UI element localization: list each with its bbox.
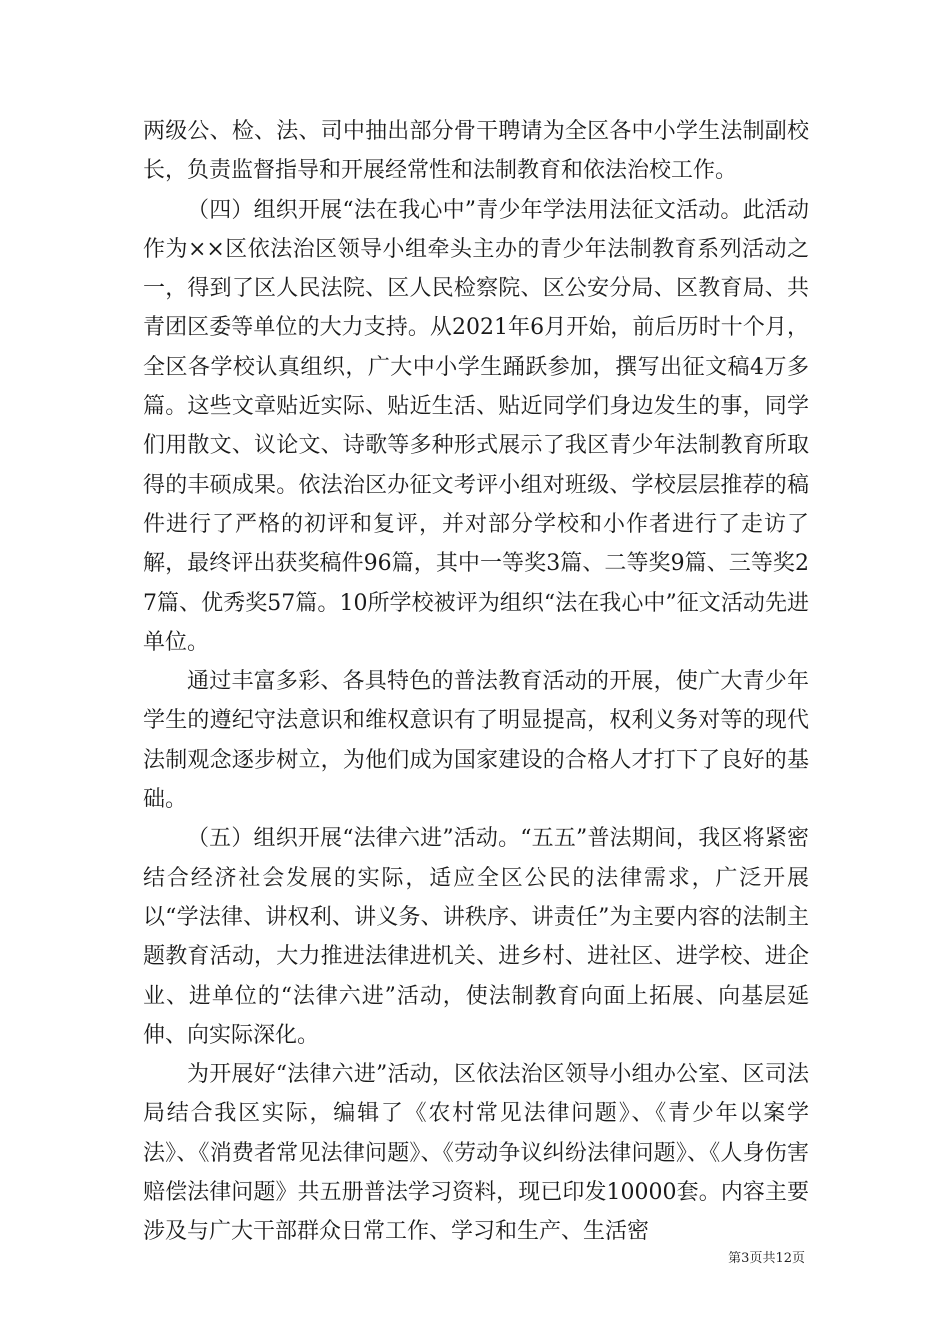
paragraph-essay-contest: （四）组织开展“法在我心中”青少年学法用法征文活动。此活动作为××区依法治区领导小组牵头主办的青少年法制教育系列活动之一，得到了区人民法院、区人民检察院、区公安分局、区教育局、共青团区委等单位的大力支持。从2021年6月开始，前后历时十个月，全区各学校认真组织，广大中小学生踊跃参加，撰写出征文稿4万多篇。这些文章贴近实际、贴近生活、贴近同学们身边发生的事，同学们用散文、议论文、诗歌等多种形式展示了我区青少年法制教育所取得的丰硕成果。依法治区办征文考评小组对班级、学校层层推荐的稿件进行了严格的初评和复评，并对部分学校和小作者进行了走访了解，最终评出获奖稿件96篇，其中一等奖3篇、二等奖9篇、三等奖27篇、优秀奖57篇。10所学校被评为组织“法在我心中”征文活动先进单位。 — [143, 197, 809, 655]
paragraph-continuation: 两级公、检、法、司中抽出部分骨干聘请为全区各中小学生法制副校长，负责监督指导和开展经常性和法制教育和依法治校工作。 — [143, 119, 809, 184]
document-body — [143, 112, 809, 1252]
page-number-footer: 第3页共12页 — [728, 1251, 805, 1266]
paragraph-education-results: 通过丰富多彩、各具特色的普法教育活动的开展，使广大青少年学生的遵纪守法意识和维权意识有了明显提高，权利义务对等的现代法制观念逐步树立，为他们成为国家建设的合格人才打下了良好的基础。 — [143, 669, 809, 813]
paragraph-study-materials: 为开展好“法律六进”活动，区依法治区领导小组办公室、区司法局结合我区实际，编辑了《农村常见法律问题》、《青少年以案学法》、《消费者常见法律问题》、《劳动争议纠纷法律问题》、《人身伤害赔偿法律问题》共五册普法学习资料，现已印发10000套。内容主要涉及与广大干部群众日常工作、学习和生产、生活密 — [143, 1062, 809, 1245]
paragraph-law-six-entries: （五）组织开展“法律六进”活动。“五五”普法期间，我区将紧密结合经济社会发展的实际，适应全区公民的法律需求，广泛开展以“学法律、讲权利、讲义务、讲秩序、讲责任”为主要内容的法制主题教育活动，大力推进法律进机关、进乡村、进社区、进学校、进企业、进单位的“法律六进”活动，使法制教育向面上拓展、向基层延伸、向实际深化。 — [143, 826, 809, 1048]
